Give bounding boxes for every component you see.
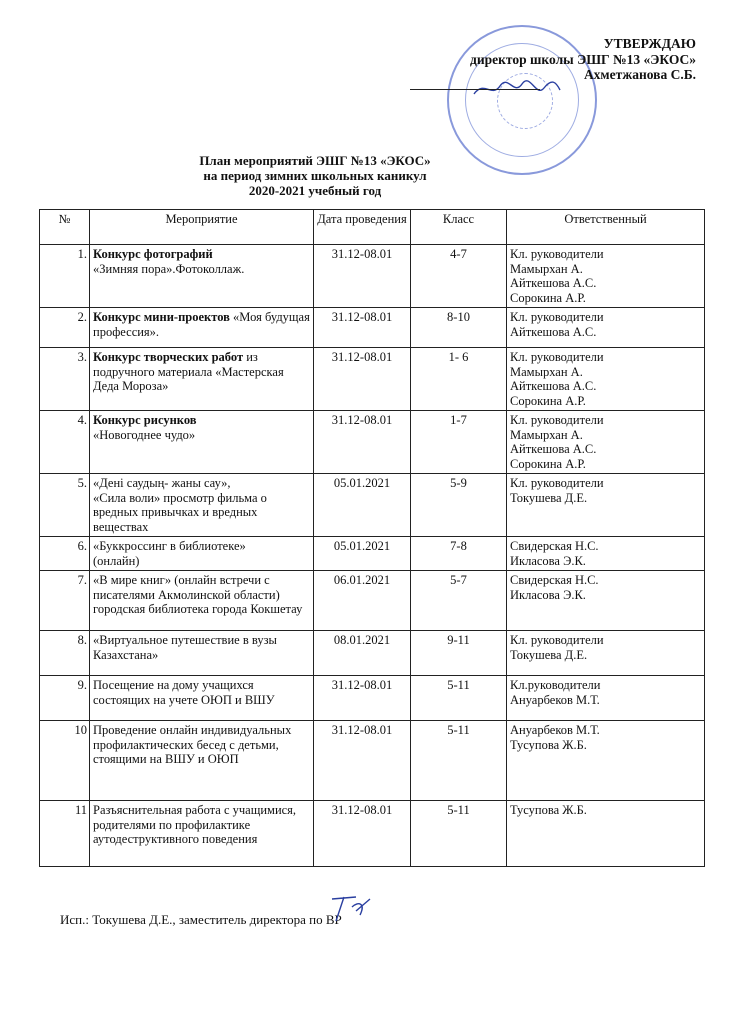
executor-signature — [326, 893, 376, 925]
header-responsible: Ответственный — [507, 210, 705, 245]
row-date: 31.12-08.01 — [314, 348, 411, 411]
row-class: 5-11 — [411, 721, 507, 801]
row-date: 31.12-08.01 — [314, 411, 411, 474]
event-description: «Буккроссинг в библиотеке» (онлайн) — [93, 539, 246, 568]
events-table — [39, 209, 705, 867]
row-number: 6. — [40, 537, 90, 571]
table-row — [40, 474, 705, 537]
row-responsible: Кл. руководители Токушева Д.Е. — [507, 474, 705, 537]
row-event — [90, 308, 314, 348]
row-event — [90, 474, 314, 537]
table-row — [40, 245, 705, 308]
row-number: 11 — [40, 801, 90, 867]
event-title: Конкурс рисунков — [93, 413, 197, 427]
row-event — [90, 801, 314, 867]
row-number: 8. — [40, 631, 90, 676]
event-title: Конкурс мини-проектов — [93, 310, 230, 324]
table-row — [40, 571, 705, 631]
row-responsible: Свидерская Н.С. Икласова Э.К. — [507, 571, 705, 631]
row-class: 1-7 — [411, 411, 507, 474]
row-date: 31.12-08.01 — [314, 721, 411, 801]
table-row — [40, 721, 705, 801]
row-number: 3. — [40, 348, 90, 411]
row-class: 5-7 — [411, 571, 507, 631]
row-event — [90, 676, 314, 721]
table-row — [40, 411, 705, 474]
row-class: 5-11 — [411, 676, 507, 721]
row-responsible: Кл.руководители Ануарбеков М.Т. — [507, 676, 705, 721]
row-event — [90, 571, 314, 631]
header-number: № — [40, 210, 90, 245]
executor-note: Исп.: Токушева Д.Е., заместитель директора по ВР — [60, 912, 342, 927]
row-date: 05.01.2021 — [314, 474, 411, 537]
signature-line — [410, 89, 540, 90]
document-title — [180, 153, 450, 198]
title-line-2: на период зимних школьных каникул — [203, 168, 427, 183]
event-title: Конкурс творческих работ — [93, 350, 244, 364]
row-event — [90, 631, 314, 676]
table-row — [40, 801, 705, 867]
row-event — [90, 537, 314, 571]
row-class: 8-10 — [411, 308, 507, 348]
row-number: 10 — [40, 721, 90, 801]
row-class: 1- 6 — [411, 348, 507, 411]
approval-position: директор школы ЭШГ №13 «ЭКОС» — [470, 51, 696, 67]
title-line-1: План мероприятий ЭШГ №13 «ЭКОС» — [199, 153, 431, 168]
row-event — [90, 245, 314, 308]
event-description: из подручного материала «Мастерская Деда Мороза» — [93, 350, 284, 393]
row-responsible: Кл. руководители Айткешова А.С. — [507, 308, 705, 348]
row-date: 06.01.2021 — [314, 571, 411, 631]
approval-heading: УТВЕРЖДАЮ — [603, 36, 696, 51]
table-row — [40, 348, 705, 411]
row-class: 7-8 — [411, 537, 507, 571]
header-class: Класс — [411, 210, 507, 245]
row-number: 4. — [40, 411, 90, 474]
row-number: 1. — [40, 245, 90, 308]
row-class: 5-9 — [411, 474, 507, 537]
row-class: 4-7 — [411, 245, 507, 308]
approval-block — [396, 36, 696, 83]
title-line-3: 2020-2021 учебный год — [248, 183, 382, 198]
row-date: 31.12-08.01 — [314, 245, 411, 308]
row-event — [90, 721, 314, 801]
event-description: «Новогоднее чудо» — [93, 427, 196, 442]
table-row — [40, 537, 705, 571]
row-class: 9-11 — [411, 631, 507, 676]
row-date: 31.12-08.01 — [314, 676, 411, 721]
row-date: 05.01.2021 — [314, 537, 411, 571]
row-responsible: Ануарбеков М.Т. Тусупова Ж.Б. — [507, 721, 705, 801]
approval-name: Ахметжанова С.Б. — [583, 67, 696, 82]
event-description: Разъяснительная работа с учащимися, родителями по профилактике аутодеструктивного поведения — [93, 803, 297, 846]
row-responsible: Кл. руководители Токушева Д.Е. — [507, 631, 705, 676]
event-description: Проведение онлайн индивидуальных профилактических бесед с детьми, стоящими на ВШУ и ОЮП — [93, 723, 292, 766]
table-row — [40, 631, 705, 676]
row-event — [90, 411, 314, 474]
row-date: 08.01.2021 — [314, 631, 411, 676]
table-row — [40, 676, 705, 721]
row-date: 31.12-08.01 — [314, 308, 411, 348]
row-number: 2. — [40, 308, 90, 348]
event-description: «Дені саудың- жаны сау», «Сила воли» просмотр фильма о вредных привычках и вредных веществах — [93, 476, 267, 534]
header-date: Дата проведения — [314, 210, 411, 245]
event-description: Посещение на дому учащихся состоящих на учете ОЮП и ВШУ — [93, 678, 275, 707]
event-description: «В мире книг» (онлайн встречи с писателями Акмолинской области) городская библиотека города Кокшетау — [93, 573, 303, 616]
row-number: 7. — [40, 571, 90, 631]
row-date: 31.12-08.01 — [314, 801, 411, 867]
header-event: Мероприятие — [90, 210, 314, 245]
row-responsible: Кл. руководители Мамырхан А. Айткешова А.С. Сорокина А.Р. — [507, 348, 705, 411]
event-description: «Виртуальное путешествие в вузы Казахстана» — [93, 633, 277, 662]
row-responsible: Кл. руководители Мамырхан А. Айткешова А.С. Сорокина А.Р. — [507, 245, 705, 308]
row-event — [90, 348, 314, 411]
table-row — [40, 308, 705, 348]
event-description: «Зимняя пора».Фотоколлаж. — [93, 261, 245, 276]
row-responsible: Кл. руководители Мамырхан А. Айткешова А.С. Сорокина А.Р. — [507, 411, 705, 474]
row-responsible: Свидерская Н.С. Икласова Э.К. — [507, 537, 705, 571]
row-class: 5-11 — [411, 801, 507, 867]
row-responsible: Тусупова Ж.Б. — [507, 801, 705, 867]
event-title: Конкурс фотографий — [93, 247, 213, 261]
event-description: «Моя будущая профессия». — [93, 310, 310, 339]
table-header-row — [40, 210, 705, 245]
row-number: 9. — [40, 676, 90, 721]
row-number: 5. — [40, 474, 90, 537]
